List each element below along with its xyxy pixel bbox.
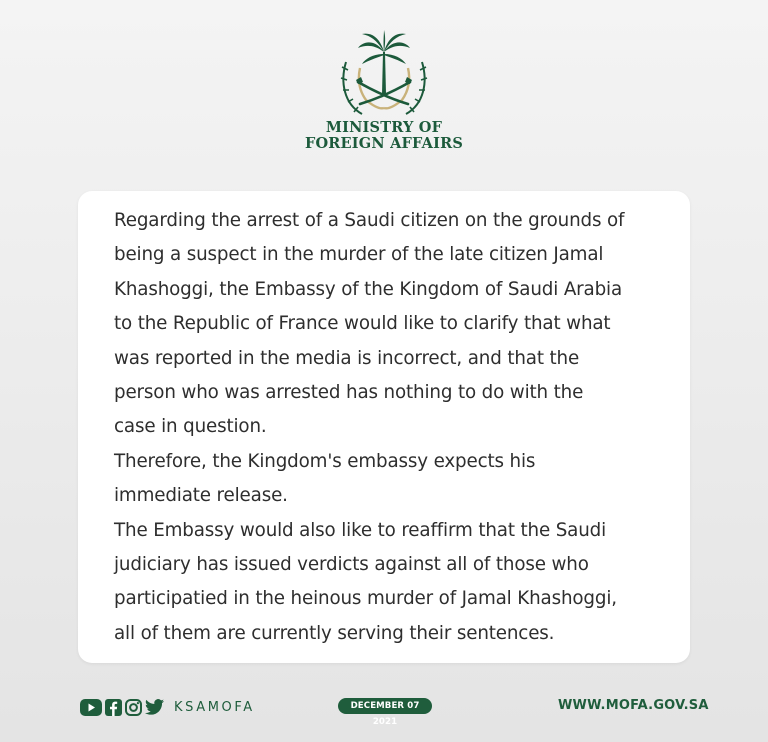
statement-text — [114, 204, 684, 651]
social-links — [80, 696, 255, 718]
statement-line: to the Republic of France would like to clarify that what — [114, 313, 611, 335]
statement-line: Therefore, the Kingdom's embassy expects his — [114, 450, 536, 472]
youtube-icon[interactable] — [80, 699, 102, 716]
statement-line: The Embassy would also like to reaffirm that the Saudi — [114, 519, 607, 541]
statement-line: Regarding the arrest of a Saudi citizen on the grounds of — [114, 210, 625, 231]
statement-line: all of them are currently serving their sentences. — [114, 622, 555, 644]
statement-line: Khashoggi, the Embassy of the Kingdom of Saudi Arabia — [114, 278, 623, 300]
ministry-title-line2: FOREIGN AFFAIRS — [304, 135, 464, 152]
statement-line: immediate release. — [114, 485, 288, 507]
statement-line: being a suspect in the murder of the late citizen Jamal — [114, 244, 604, 266]
ministry-title — [0, 120, 768, 152]
ministry-title-line1: MINISTRY OF — [325, 119, 443, 136]
date-badge: DECEMBER 07 2021 — [338, 698, 432, 714]
saudi-emblem-icon — [338, 28, 430, 118]
statement-line: was reported in the media is incorrect, and that the — [114, 347, 580, 369]
statement-line: judiciary has issued verdicts against all of those who — [114, 554, 589, 576]
statement-card — [78, 191, 690, 663]
footer — [0, 696, 768, 727]
instagram-icon[interactable] — [125, 699, 142, 716]
statement-line: person who was arrested has nothing to do with the — [114, 382, 584, 404]
website-link[interactable]: WWW.MOFA.GOV.SA — [558, 698, 709, 713]
social-handle[interactable]: KSAMOFA — [174, 699, 255, 715]
statement-line: participatied in the heinous murder of Jamal Khashoggi, — [114, 588, 617, 610]
statement-line: case in question. — [114, 416, 267, 438]
twitter-icon[interactable] — [145, 699, 164, 715]
facebook-icon[interactable] — [105, 699, 122, 716]
